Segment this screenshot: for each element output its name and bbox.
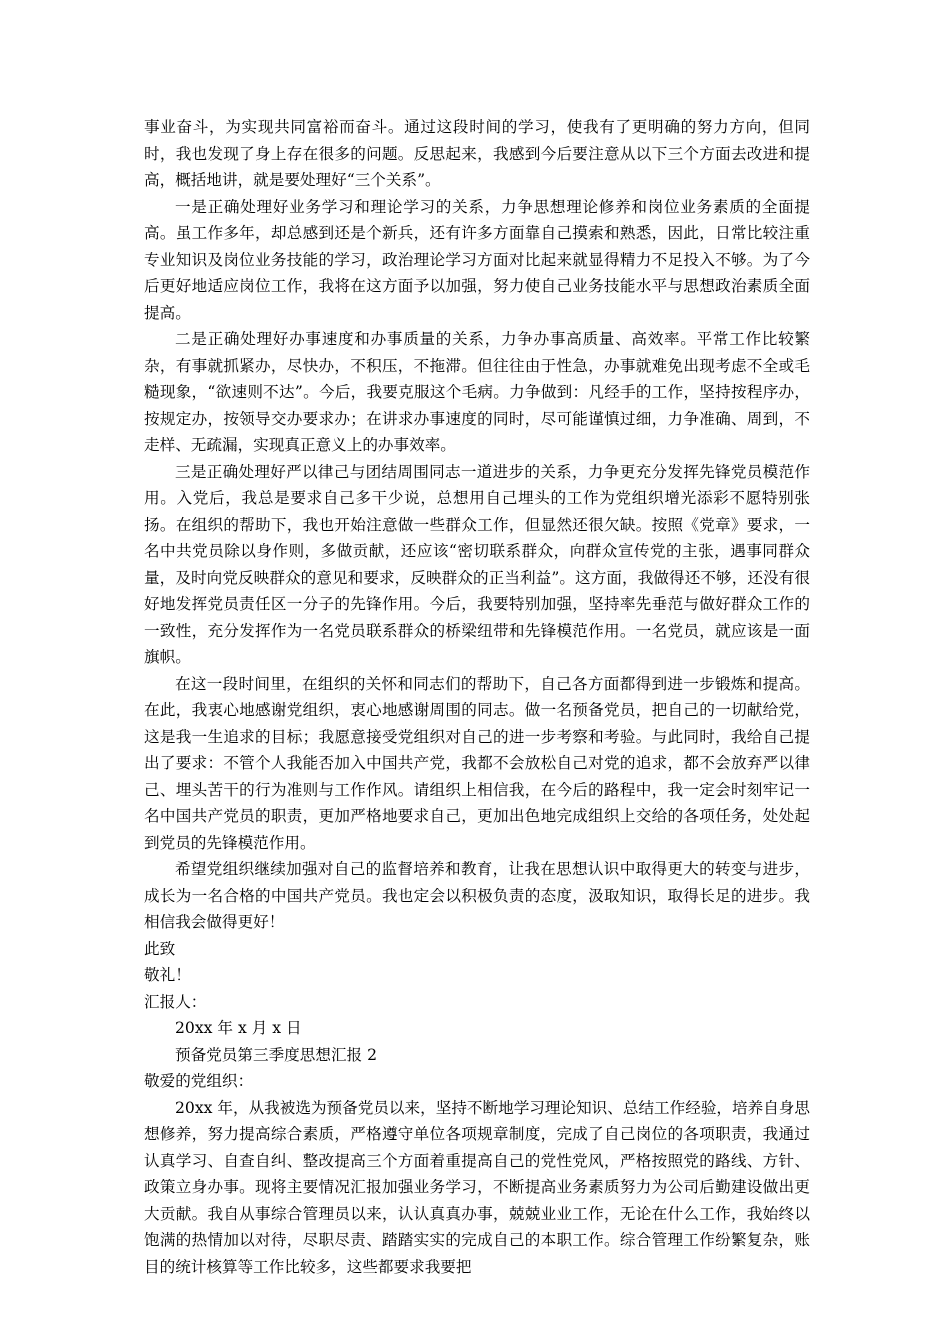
paragraph-third-relation: 三是正确处理好严以律己与团结周围同志一道进步的关系，力争更充分发挥先锋党员模范作用。入党后，我总是要求自己多干少说，总想用自己埋头的工作为党组织增光添彩不愿特别张扬。在组织的帮助下，我也开始注意做一些群众工作，但显然还很欠缺。按照《党章》要求，一名中共党员除以身作则，多做贡献，还应该“密切联系群众，向群众宣传党的主张，遇事同群众量，及时向党反映群众的意见和要求，反映群众的正当利益”。这方面，我做得还不够，还没有很好地发挥党员责任区一分子的先锋作用。今后，我要特别加强，坚持率先垂范与做好群众工作的一致性，充分发挥作为一名党员联系群众的桥梁纽带和先锋模范作用。一名党员，就应该是一面旗帜。 (144, 462, 810, 666)
paragraph-gratitude: 在这一段时间里，在组织的关怀和同志们的帮助下，自己各方面都得到进一步锻炼和提高。在此，我衷心地感谢党组织，衷心地感谢周围的同志。做一名预备党员，把自己的一切献给党，这是我一生追求的目标；我愿意接受党组织对自己的进一步考察和考验。与此同时，我给自己提出了要求：不管个人我能否加入中国共产党，我都不会放松自己对党的追求，都不会放弃严以律己、埋头苦干的行为准则与工作作风。请组织上相信我，在今后的路程中，我一定会时刻牢记一名中国共产党员的职责，更加严格地要求自己，更加出色地完成组织上交给的各项任务，处处起到党员的先锋模范作用。 (144, 674, 810, 852)
report-date: 20xx 年 x 月 x 日 (175, 1019, 302, 1037)
document-page (144, 114, 810, 1280)
paragraph-hope: 希望党组织继续加强对自己的监督培养和教育，让我在思想认识中取得更大的转变与进步，成长为一名合格的中国共产党员。我也定会以积极负责的态度，汲取知识，取得长足的进步。我相信我会做得更好！ (144, 860, 810, 931)
paragraph-report2-body: 20xx 年，从我被选为预备党员以来，坚持不断地学习理论知识、总结工作经验，培养自身思想修养，努力提高综合素质，严格遵守单位各项规章制度，完成了自己岗位的各项职责，我通过认真学习、自查自纠、整改提高三个方面着重提高自己的党性党风，严格按照党的路线、方针、政策立身办事。现将主要情况汇报加强业务学习，不断提高业务素质努力为公司后勤建设做出更大贡献。我自从事综合管理员以来，认认真真办事，兢兢业业工作，无论在什么工作，我始终以饱满的热情加以对待，尽职尽责、踏踏实实的完成自己的本职工作。综合管理工作纷繁复杂，账目的统计核算等工作比较多，这些都要求我要把 (144, 1098, 810, 1276)
paragraph-opening: 事业奋斗，为实现共同富裕而奋斗。通过这段时间的学习，使我有了更明确的努力方向，但同时，我也发现了身上存在很多的问题。反思起来，我感到今后要注意从以下三个方面去改进和提高，概括地讲，就是要处理好“三个关系”。 (144, 118, 810, 189)
salutation: 敬爱的党组织： (144, 1072, 254, 1090)
paragraph-second-relation: 二是正确处理好办事速度和办事质量的关系，力争办事高质量、高效率。平常工作比较繁杂，有事就抓紧办，尽快办，不积压，不拖滞。但往往由于性急，办事就难免出现考虑不全或毛糙现象，“欲速则不达”。今后，我要克服这个毛病。力争做到：凡经手的工作，坚持按程序办，按规定办，按领导交办要求办；在讲求办事速度的同时，尽可能谨慎过细，力争准确、周到，不走样、无疏漏，实现真正意义上的办事效率。 (144, 330, 810, 454)
closing-cizhi: 此致 (144, 939, 176, 958)
reporter-label: 汇报人： (144, 992, 207, 1011)
paragraph-first-relation: 一是正确处理好业务学习和理论学习的关系，力争思想理论修养和岗位业务素质的全面提高。虽工作多年，却总感到还是个新兵，还有许多方面靠自己摸索和熟悉，因此，日常比较注重专业知识及岗位业务技能的学习，政治理论学习方面对比起来就显得精力不足投入不够。为了今后更好地适应岗位工作，我将在这方面予以加强，努力使自己业务技能水平与思想政治素质全面提高。 (144, 197, 810, 322)
closing-jingli: 敬礼！ (144, 966, 191, 984)
report2-title: 预备党员第三季度思想汇报 2 (175, 1045, 378, 1064)
